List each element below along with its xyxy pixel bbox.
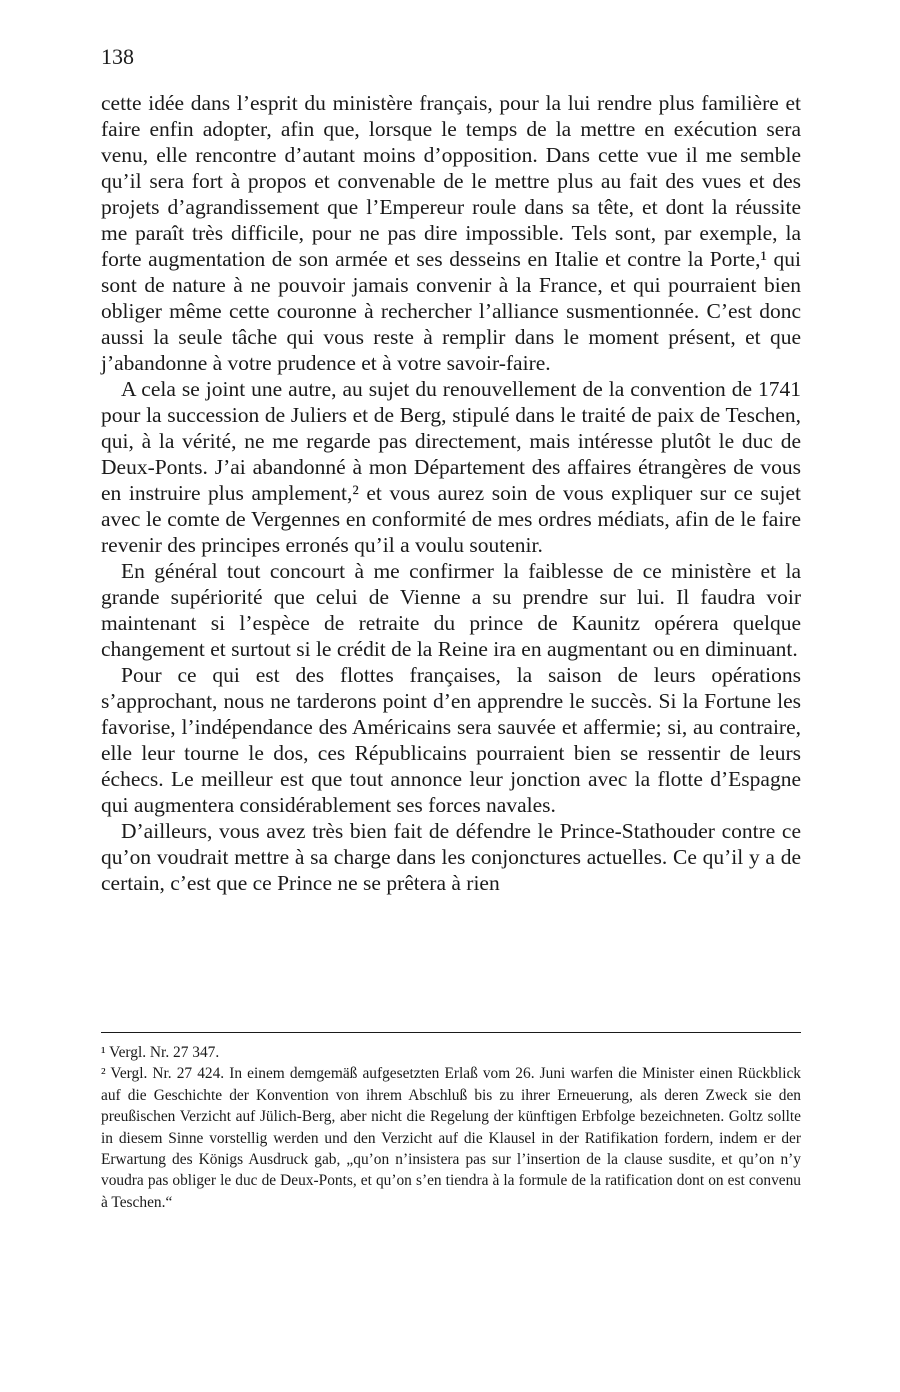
footnote-divider [101,1032,801,1033]
body-text [101,90,801,896]
body-paragraph-1: cette idée dans l’esprit du ministère français, pour la lui rendre plus familière et faire enfin adopter, afin que, lorsque le temps de la mettre en exécution sera venu, elle rencontre d’autant moins d’opposition. Dans cette vue il me semble qu’il sera fort à propos et convenable de le mettre plus au fait des vues et des projets d’agrandissement que l’Empereur roule dans sa tête, et dont la réussite me paraît très difficile, pour ne pas dire impossible. Tels sont, par exemple, la forte augmentation de son armée et ses desseins en Italie et contre la Porte,¹ qui sont de nature à ne pouvoir jamais convenir à la France, et qui pourraient bien obliger même cette couronne à rechercher l’alliance susmentionnée. C’est donc aussi la seule tâche qui vous reste à remplir dans le moment présent, et que j’abandonne à votre prudence et à votre savoir-faire. [101,91,801,375]
body-paragraph-2: A cela se joint une autre, au sujet du renouvellement de la convention de 1741 pour la succession de Juliers et de Berg, stipulé dans le traité de paix de Teschen, qui, à la vérité, ne me regarde pas directement, mais intéresse plutôt le duc de Deux-Ponts. J’ai abandonné à mon Département des affaires étrangères de vous en instruire plus amplement,² et vous aurez soin de vous expliquer sur ce sujet avec le comte de Vergennes en conformité de mes ordres médiats, afin de le faire revenir des principes erronés qu’il a voulu soutenir. [101,377,801,557]
body-paragraph-3: En général tout concourt à me confirmer la faiblesse de ce ministère et la grande supériorité que celui de Vienne a su prendre sur lui. Il faudra voir maintenant si l’espèce de retraite du prince de Kaunitz opérera quelque changement et surtout si le crédit de la Reine ira en augmentant ou en diminuant. [101,559,801,661]
body-paragraph-4: Pour ce qui est des flottes françaises, la saison de leurs opérations s’approchant, nous ne tarderons point d’en apprendre le succès. Si la Fortune les favorise, l’indépendance des Américains sera sauvée et affermie; si, au contraire, elle leur tourne le dos, ces Républicains pourraient bien se ressentir de leurs échecs. Le meilleur est que tout annonce leur jonction avec la flotte d’Espagne qui augmentera considérablement ses forces navales. [101,663,801,817]
body-paragraph-5: D’ailleurs, vous avez très bien fait de défendre le Prince-Stathouder contre ce qu’on voudrait mettre à sa charge dans les conjonctures actuelles. Ce qu’il y a de certain, c’est que ce Prince ne se prêtera à rien [101,819,801,895]
footnotes [101,1042,801,1213]
page-number: 138 [101,44,134,69]
footnote-1: ¹ Vergl. Nr. 27 347. [101,1044,220,1061]
footnote-2: ² Vergl. Nr. 27 424. In einem demgemäß aufgesetzten Erlaß vom 26. Juni warfen die Minister einen Rückblick auf die Geschichte der Konvention von ihrem Abschluß bis zu ihrer Erneuerung, als deren Zweck sie den preußischen Verzicht auf Jülich-Berg, aber nicht die Regelung der künftigen Erbfolge bezeichneten. Goltz sollte in diesem Sinne vorstellig werden und den Verzicht auf die Klausel in der Ratifikation fordern, indem er der Erwartung des Königs Ausdruck gab, „qu’on n’insistera pas sur l’insertion de la clause susdite, et qu’on n’y voudra pas obliger le duc de Deux-Ponts, et qu’on s’en tiendra à la formule de la ratification dont on est convenu à Teschen.“ [101,1065,801,1211]
